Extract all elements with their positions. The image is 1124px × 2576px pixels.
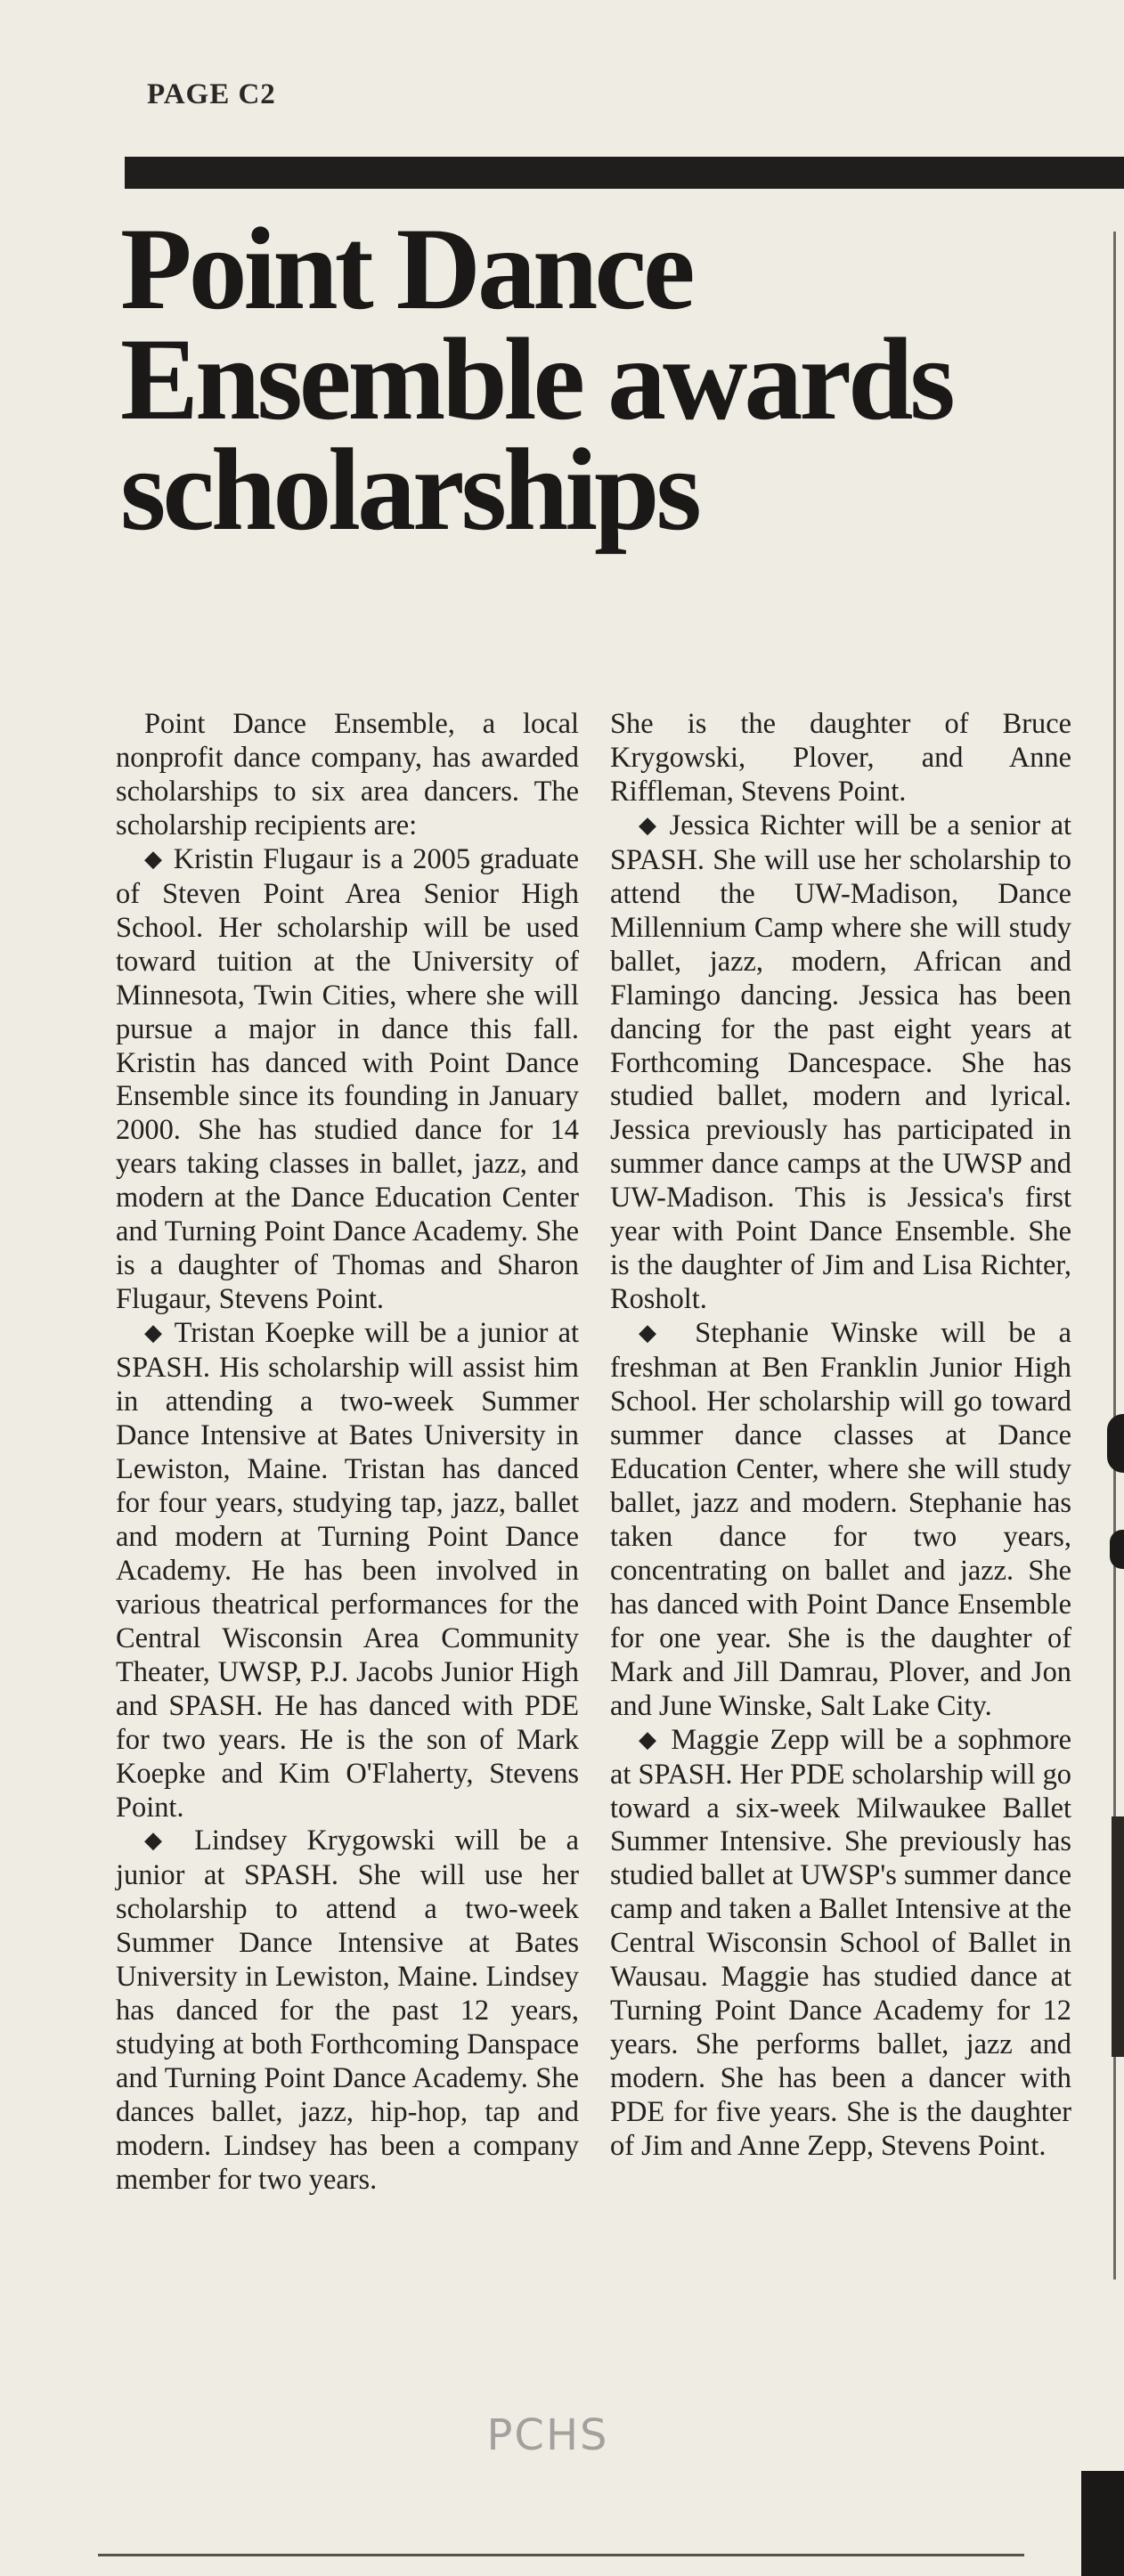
paragraph-tristan xyxy=(116,1317,579,1824)
adjacent-article-fragment xyxy=(1081,2471,1124,2576)
bullet-diamond-icon: ◆ xyxy=(144,1320,166,1346)
paragraph-text: Jessica Richter will be a senior at SPASH. She will use her scholarship to attend the UW-Madison, Dance Millennium Camp where she will study ballet, jazz, modern, African and Flamingo dancing. Jessica has been dancing for the past eight years at Forthcoming Dancespace. She has studied ballet, modern and lyrical. Jessica previously has participated in summer dance camps at the UWSP and UW-Madison. This is Jessica's first year with Point Dance Ensemble. She is the daughter of Jim and Lisa Richter, Rosholt. xyxy=(610,809,1071,1316)
article-column-left xyxy=(116,708,579,2198)
adjacent-article-fragment xyxy=(1107,1414,1124,1473)
bullet-diamond-icon: ◆ xyxy=(639,811,660,838)
headline-line-1: Point Dance xyxy=(120,203,692,334)
bullet-diamond-icon: ◆ xyxy=(639,1726,661,1752)
paragraph-kristin xyxy=(116,843,579,1317)
paragraph-text: Maggie Zepp will be a sophmore at SPASH. Her PDE scholarship will go toward a six-week Milwaukee Ballet Summer Intensive. She previously has studied ballet at UWSP's summer dance camp and taken a Ballet Intensive at the Central Wisconsin School of Ballet in Wausau. Maggie has studied dance at Turning Point Dance Academy for 12 years. She performs ballet, jazz and modern. She has been a dancer with PDE for five years. She is the daughter of Jim and Anne Zepp, Stevens Point. xyxy=(610,1723,1071,2163)
paragraph-intro: Point Dance Ensemble, a local nonprofit dance company, has awarded scholarships to six area dancers. The scholarship recipients are: xyxy=(116,708,579,841)
article-column-right xyxy=(610,708,1071,2164)
paragraph-jessica xyxy=(610,809,1071,1317)
paragraph-text: Stephanie Winske will be a freshman at Ben Franklin Junior High School. Her scholarship will go toward summer dance classes at Dance Education Center, where she will study ballet, jazz and modern. Stephanie has taken dance for two years, concentrating on ballet and jazz. She has danced with Point Dance Ensemble for one year. She is the daughter of Mark and Jill Damrau, Plover, and Jon and June Winske, Salt Lake City. xyxy=(610,1317,1071,1722)
bullet-diamond-icon: ◆ xyxy=(639,1320,672,1346)
paragraph-text: Lindsey Krygowski will be a junior at SPASH. She will use her scholarship to attend a two-week Summer Dance Intensive at Bates University in Lewiston, Maine. Lindsey has danced for the past 12 years, studying at both Forthcoming Danspace and Turning Point Dance Academy. She dances ballet, jazz, hip-hop, tap and modern. Lindsey has been a company member for two years. xyxy=(116,1824,579,2196)
adjacent-article-fragment xyxy=(1112,1816,1124,2057)
paragraph-stephanie xyxy=(610,1317,1071,1723)
headline-line-3: scholarships xyxy=(120,424,698,555)
adjacent-article-fragment xyxy=(1110,1530,1124,1569)
watermark: PCHS xyxy=(486,2410,609,2460)
page-label: PAGE C2 xyxy=(147,78,276,110)
paragraph-maggie xyxy=(610,1724,1071,2164)
paragraph-lindsey xyxy=(116,1824,579,2197)
bottom-rule xyxy=(98,2554,1024,2556)
headline-line-2: Ensemble awards xyxy=(120,313,952,444)
headline xyxy=(120,203,1100,555)
paragraph-text: Tristan Koepke will be a junior at SPASH. His scholarship will assist him in attending a two-week Summer Dance Intensive at Bates University in Lewiston, Maine. Tristan has danced for four years, studying tap, jazz, ballet and modern at Turning Point Dance Academy. He has been involved in various theatrical performances for the Central Wisconsin Area Community Theater, UWSP, P.J. Jacobs Junior High and SPASH. He has danced with PDE for two years. He is the son of Mark Koepke and Kim O'Flaherty, Stevens Point. xyxy=(116,1317,580,1824)
bullet-diamond-icon: ◆ xyxy=(144,1827,175,1854)
bullet-diamond-icon: ◆ xyxy=(144,845,165,872)
paragraph-text: Kristin Flugaur is a 2005 graduate of Steven Point Area Senior High School. Her scholarship will be used toward tuition at the University of Minnesota, Twin Cities, where she will pursue a major in dance this fall. Kristin has danced with Point Dance Ensemble since its founding in January 2000. She has studied dance for 14 years taking classes in ballet, jazz, and modern at the Dance Education Center and Turning Point Dance Academy. She is a daughter of Thomas and Sharon Flugaur, Stevens Point. xyxy=(116,842,579,1316)
header-rule xyxy=(125,157,1124,189)
paragraph-lindsey-continued: She is the daughter of Bruce Krygowski, Plover, and Anne Riffleman, Stevens Point. xyxy=(610,708,1071,808)
